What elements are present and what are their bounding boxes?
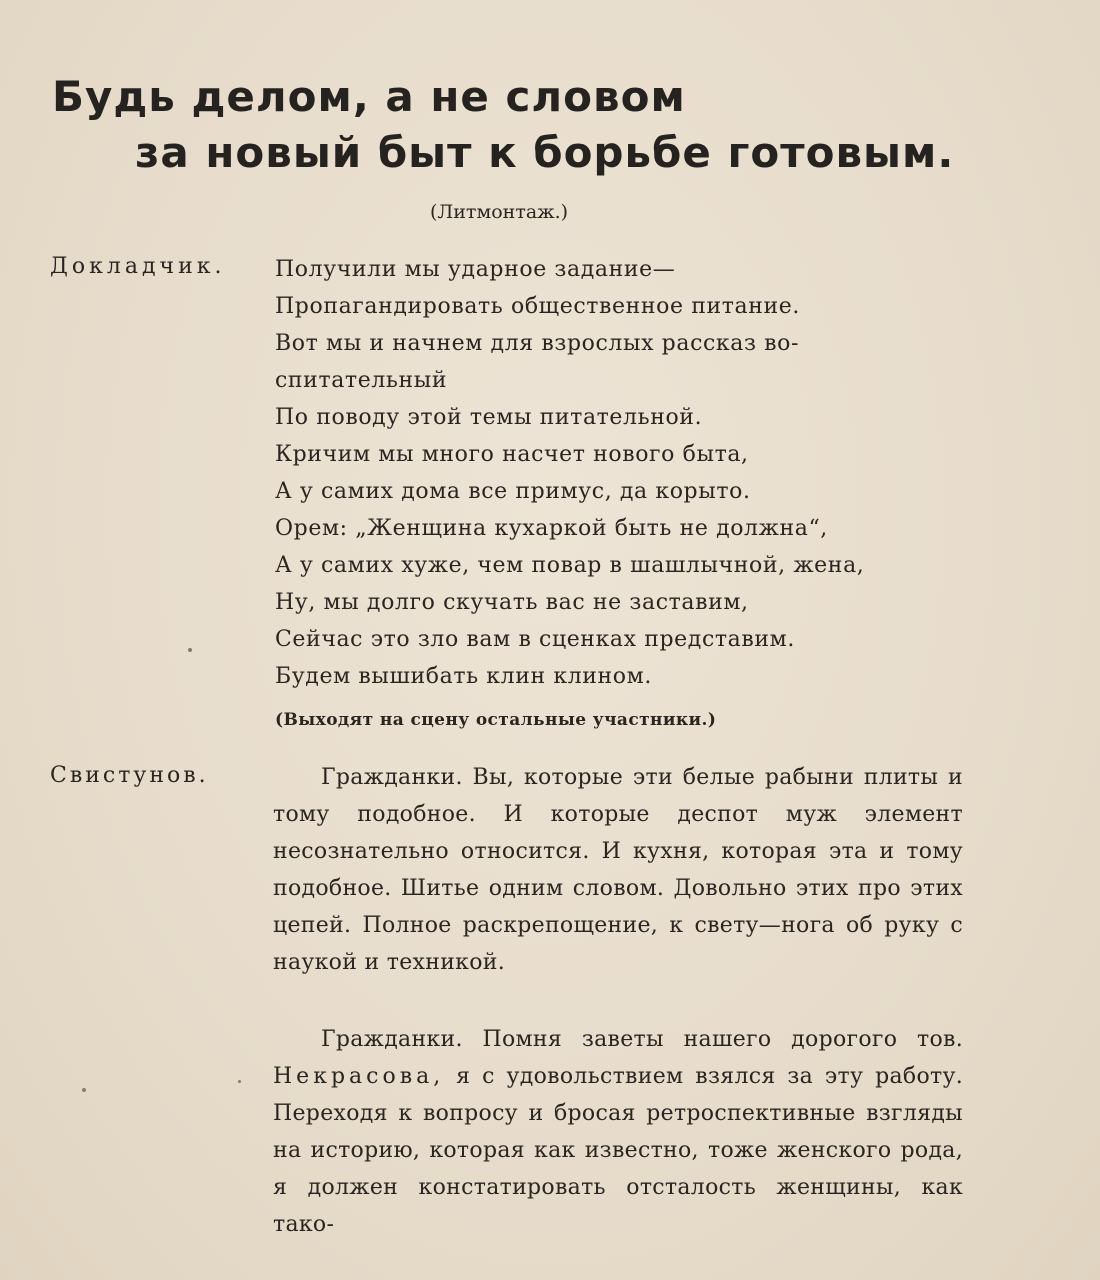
paper-speck xyxy=(82,1088,86,1092)
verse-line: По поводу этой темы питательной. xyxy=(275,405,703,430)
verse-line: Будем вышибать клин клином. xyxy=(275,664,652,689)
paper-speck xyxy=(188,648,192,652)
verse-line: Орем: „Женщина кухаркой быть не должна“, xyxy=(275,516,828,541)
subtitle: (Литмонтаж.) xyxy=(430,201,569,223)
title-line-1: Будь делом, а не словом xyxy=(52,72,686,121)
speaker-svistunov: Свистунов. xyxy=(50,763,209,788)
speaker-reporter: Докладчик. xyxy=(50,254,226,279)
name-nekrasov: Некрасова, xyxy=(273,1064,445,1089)
verse-line: А у самих дома все примус, да корыто. xyxy=(275,479,751,504)
paper-speck xyxy=(238,1080,241,1083)
verse-block xyxy=(275,251,965,695)
verse-line: Сейчас это зло вам в сценках представим. xyxy=(275,627,795,652)
verse-line: Получили мы ударное задание— xyxy=(275,257,676,282)
verse-line: Ну, мы долго скучать вас не заставим, xyxy=(275,590,749,615)
verse-line: Вот мы и начнем для взрослых рассказ во- xyxy=(275,331,800,356)
paragraph-2 xyxy=(273,1021,963,1243)
verse-line: Пропагандировать общественное питание. xyxy=(275,294,800,319)
paragraph-2-start: Гражданки. Помня заветы нашего дорогого тов. xyxy=(321,1027,963,1052)
paragraph-2-rest: я с удовольствием взялся за эту работу. Переходя к вопросу и бросая ретроспективные взгляды на историю, которая как известно, тоже женского рода, я должен констатировать отсталость женщины, как тако- xyxy=(273,1064,963,1237)
stage-direction: (Выходят на сцену остальные участники.) xyxy=(275,710,717,730)
verse-line: А у самих хуже, чем повар в шашлычной, жена, xyxy=(275,553,865,578)
verse-line: спитательный xyxy=(275,368,448,393)
title-line-2: за новый быт к борьбе готовым. xyxy=(135,128,955,177)
verse-line: Кричим мы много насчет нового быта, xyxy=(275,442,749,467)
paragraph-1: Гражданки. Вы, которые эти белые рабыни плиты и тому подобное. И которые деспот муж элемент несознательно относится. И кухня, которая эта и тому подобное. Шитье одним словом. Довольно этих про этих цепей. Полное раскрепощение, к свету—нога об руку с наукой и техникой. xyxy=(273,765,963,975)
